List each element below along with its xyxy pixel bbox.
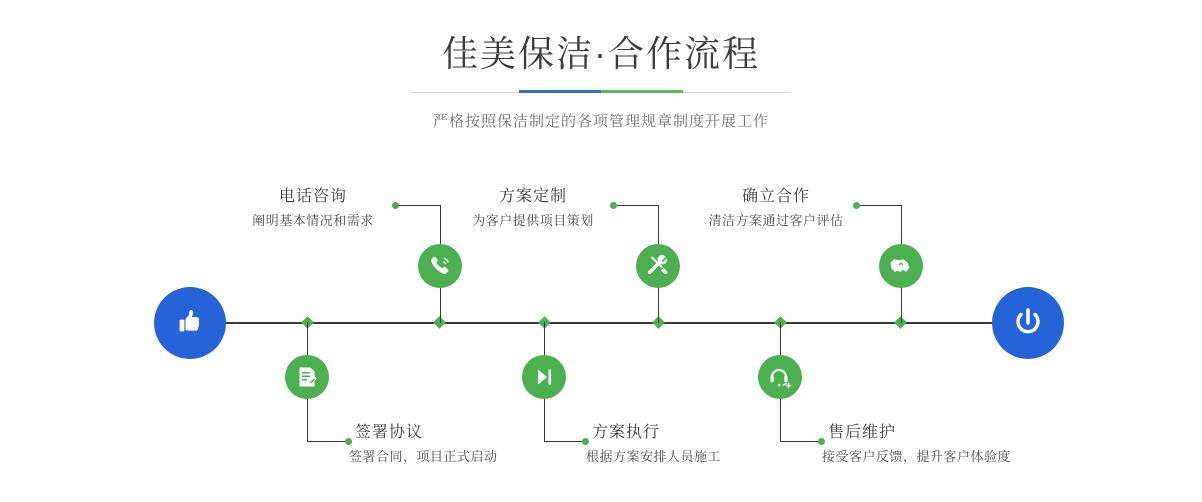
step-label-1: [230, 186, 396, 232]
step-title: 签署协议: [355, 424, 424, 441]
page-subtitle: 严格按照保洁制定的各项管理规章制度开展工作: [432, 113, 769, 130]
step-desc: 签署合同，项目正式启动: [349, 449, 498, 464]
handshake-icon: [888, 253, 914, 279]
timeline-end-node: [992, 287, 1064, 359]
contract-sign-icon: [294, 364, 320, 390]
page-title: 佳美保洁·合作流程: [442, 33, 760, 74]
phone-call-icon: [427, 253, 453, 279]
step-icon-bubble-5: [879, 244, 923, 288]
plan-tools-icon: [645, 253, 671, 279]
step-icon-bubble-1: [418, 244, 462, 288]
divider-accent-blue: [519, 90, 601, 93]
timeline-start-node: [154, 287, 226, 359]
step-label-4: [586, 422, 786, 468]
step-label-3: [452, 186, 614, 232]
step-label-5: [695, 186, 857, 232]
step-title: 方案定制: [498, 188, 567, 205]
step-desc: 接受客户反馈，提升客户体验度: [822, 449, 1012, 464]
step-icon-bubble-3: [636, 244, 680, 288]
divider-accent-green: [601, 90, 683, 93]
step-desc: 阐明基本情况和需求: [252, 213, 374, 228]
power-icon: [1009, 304, 1047, 342]
customer-service-icon: [767, 364, 793, 390]
diagram-header: [0, 30, 1202, 131]
step-title: 方案执行: [592, 424, 661, 441]
step-icon-bubble-2: [285, 355, 329, 399]
step-desc: 清洁方案通过客户评估: [708, 213, 844, 228]
connector-line-step5-h: [857, 205, 901, 206]
connector-line-step3-h: [614, 205, 658, 206]
step-title: 售后维护: [828, 424, 897, 441]
step-desc: 根据方案安排人员施工: [586, 449, 722, 464]
step-title: 确立合作: [741, 188, 810, 205]
connector-line-step2-h: [307, 441, 349, 442]
title-divider: [411, 88, 791, 98]
step-icon-bubble-4: [522, 355, 566, 399]
step-icon-bubble-6: [758, 355, 802, 399]
step-label-2: [349, 422, 549, 468]
thumbs-up-icon: [172, 305, 208, 341]
step-label-6: [822, 422, 1072, 468]
execute-play-icon: [531, 364, 557, 390]
step-title: 电话咨询: [278, 188, 347, 205]
step-desc: 为客户提供项目策划: [472, 213, 594, 228]
connector-line-step1-h: [396, 205, 440, 206]
connector-line-step4-h: [544, 441, 586, 442]
connector-line-step6-h: [780, 441, 822, 442]
